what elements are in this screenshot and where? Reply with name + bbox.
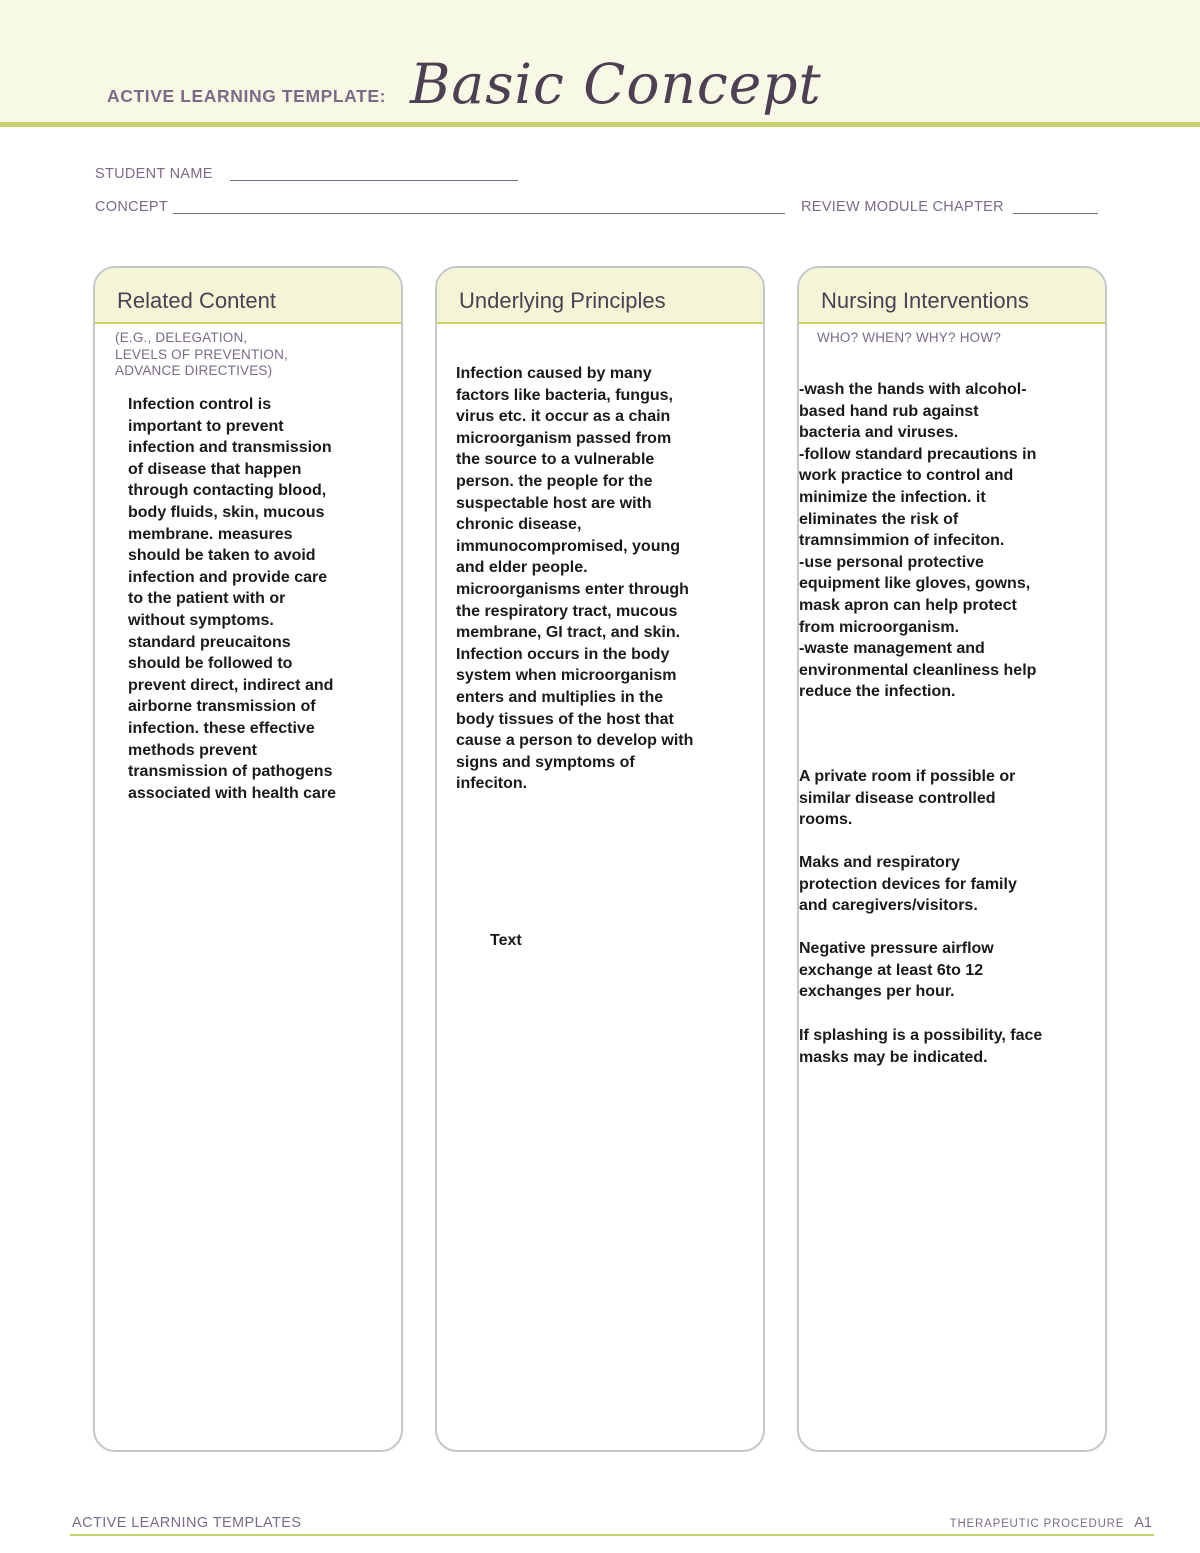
underlying-principles-text: Infection caused by many factors like bacteria, fungus, virus etc. it occur as a chain microorganism passed from the source to a vulnerable person. the people for the suspectable host are with chronic disease, immunocompromised, young and elder people. microorganisms enter through the respiratory tract, mucous membrane, GI tract, and skin. Infection occurs in the body system when microorganism enters and multiplies in the body tissues of the host that cause a person to develop with signs and symptoms of infeciton.	[456, 365, 694, 793]
underlying-principles-card	[435, 266, 765, 1452]
nursing-interventions-subtitle: WHO? WHEN? WHY? HOW?	[817, 330, 1002, 345]
nursing-intervention-item: Maks and respiratory protection devices for family and caregivers/visitors.	[799, 854, 1017, 915]
related-content-card	[93, 266, 403, 1452]
underlying-principles-title: Underlying Principles	[459, 288, 666, 313]
template-label: ACTIVE LEARNING TEMPLATE:	[107, 86, 387, 106]
nursing-interventions-card	[797, 266, 1107, 1452]
footer-rule	[70, 1534, 1154, 1536]
nursing-intervention-item: A private room if possible or similar disease controlled rooms.	[799, 768, 1016, 829]
concept-label: CONCEPT	[95, 199, 168, 215]
student-name-label: STUDENT NAME	[95, 166, 213, 182]
nursing-intervention-item: Negative pressure airflow exchange at least 6to 12 exchanges per hour.	[799, 940, 994, 1001]
student-name-line	[230, 180, 518, 181]
header-rule	[0, 122, 1200, 127]
footer-procedure-label	[950, 1515, 1152, 1531]
concept-line	[173, 213, 785, 214]
review-module-chapter-line	[1013, 213, 1098, 214]
underlying-principles-extra-text: Text	[490, 932, 522, 949]
related-content-text: Infection control is important to prevent infection and transmission of disease that happen through contacting blood, body fluids, skin, mucous membrane. measures should be taken to avoid infection and provide care to the patient with or without symptoms. standard preucaitons should be followed to prevent direct, indirect and airborne transmission of infection. these effective methods prevent transmission of pathogens associated with health care	[128, 396, 337, 802]
nursing-interventions-title: Nursing Interventions	[821, 288, 1029, 313]
review-module-chapter-label: REVIEW MODULE CHAPTER	[801, 199, 1004, 215]
page-number: A1	[1134, 1515, 1152, 1531]
related-content-subtitle: (E.G., DELEGATION, LEVELS OF PREVENTION, ADVANCE DIRECTIVES)	[115, 330, 288, 378]
footer-procedure-text: THERAPEUTIC PROCEDURE	[949, 1518, 1125, 1530]
nursing-intervention-item: If splashing is a possibility, face masks may be indicated.	[799, 1027, 1043, 1066]
related-content-title: Related Content	[117, 288, 276, 313]
nursing-interventions-text: -wash the hands with alcohol- based hand rub against bacteria and viruses. -follow standard precautions in work practice to control and minimize the infection. it eliminates the risk of tramnsimmion of infeciton. -use personal protective equipment like gloves, gowns, mask apron can help protect from microorganism. -waste management and environmental cleanliness help reduce the infection.	[799, 381, 1037, 701]
footer-templates-label: ACTIVE LEARNING TEMPLATES	[72, 1515, 302, 1531]
template-title: Basic Concept	[410, 52, 822, 116]
